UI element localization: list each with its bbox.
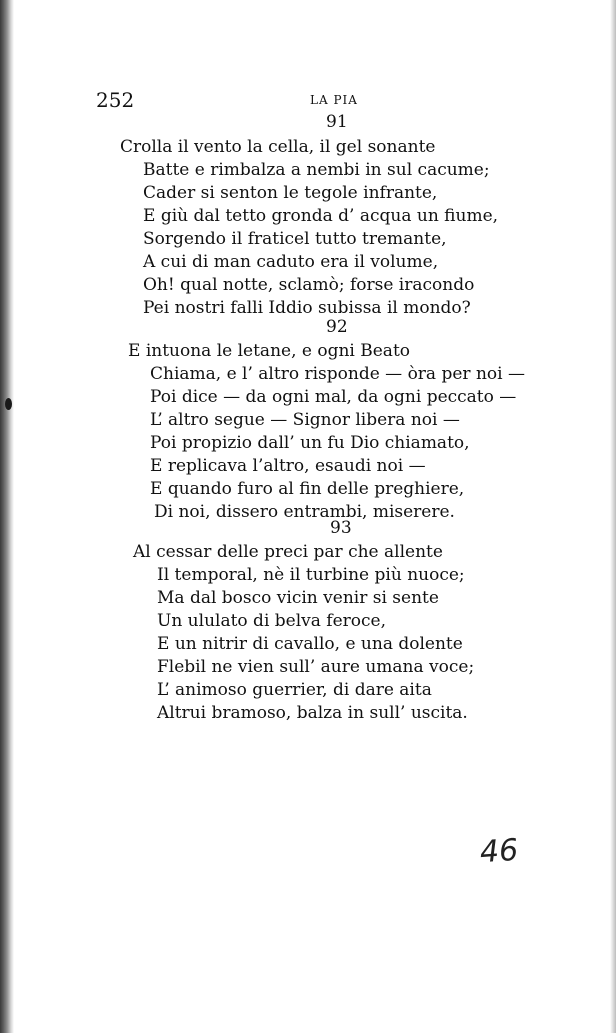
verse-line: L’ animoso guerrier, di dare aita bbox=[157, 680, 432, 700]
verse-line: Flebil ne vien sull’ aure umana voce; bbox=[157, 657, 475, 677]
handwritten-note: 46 bbox=[478, 832, 520, 871]
verse-line: Poi propizio dall’ un fu Dio chiamato, bbox=[150, 433, 470, 453]
verse-line: Un ululato di belva feroce, bbox=[157, 611, 387, 631]
page-edge-shadow bbox=[610, 0, 616, 1033]
verse-line: E giù dal tetto gronda d’ acqua un fiume, bbox=[143, 206, 499, 226]
verse-line: L’ altro segue — Signor libera noi — bbox=[150, 410, 460, 430]
page-header bbox=[96, 88, 516, 112]
stanza-number: 93 bbox=[330, 518, 352, 538]
verse-line: Al cessar delle preci par che allente bbox=[133, 542, 443, 562]
verse-line: E un nitrir di cavallo, e una dolente bbox=[157, 634, 463, 654]
verse-line: Il temporal, nè il turbine più nuoce; bbox=[157, 565, 465, 585]
page-number: 252 bbox=[96, 88, 135, 112]
verse-line: Di noi, dissero entrambi, miserere. bbox=[154, 502, 455, 522]
stanza-number: 92 bbox=[326, 317, 348, 337]
stanza-number: 91 bbox=[326, 112, 348, 132]
ink-spot bbox=[5, 398, 12, 410]
verse-line: Cader si senton le tegole infrante, bbox=[143, 183, 438, 203]
verse-line: Altrui bramoso, balza in sull’ uscita. bbox=[157, 703, 468, 723]
verse-line: Pei nostri falli Iddio subissa il mondo? bbox=[143, 298, 471, 318]
verse-line: Poi dice — da ogni mal, da ogni peccato — bbox=[150, 387, 517, 407]
running-title: LA PIA bbox=[310, 93, 358, 107]
verse-line: Sorgendo il fraticel tutto tremante, bbox=[143, 229, 447, 249]
verse-line: E intuona le letane, e ogni Beato bbox=[128, 341, 411, 361]
verse-line: Chiama, e l’ altro risponde — òra per noi — bbox=[150, 364, 525, 384]
verse-line: Batte e rimbalza a nembi in sul cacume; bbox=[143, 160, 490, 180]
verse-line: Oh! qual notte, sclamò; forse iracondo bbox=[143, 275, 475, 295]
verse-line: E replicava l’altro, esaudi noi — bbox=[150, 456, 426, 476]
verse-line: Ma dal bosco vicin venir si sente bbox=[157, 588, 439, 608]
verse-line: A cui di man caduto era il volume, bbox=[143, 252, 439, 272]
binding-shadow bbox=[0, 0, 14, 1033]
verse-line: Crolla il vento la cella, il gel sonante bbox=[120, 137, 436, 157]
verse-line: E quando furo al fin delle preghiere, bbox=[150, 479, 465, 499]
